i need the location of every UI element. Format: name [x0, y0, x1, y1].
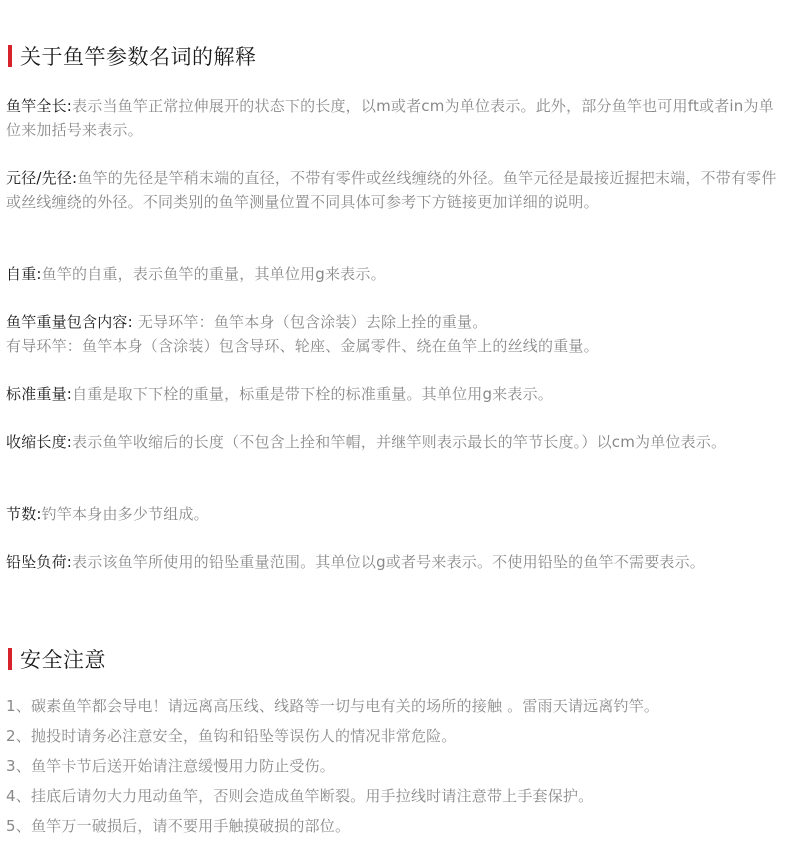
param-entry-total-length — [6, 94, 781, 142]
param-entry-weight — [6, 262, 781, 286]
param-desc-secondary: 有导环竿：鱼竿本身（含涂装）包含导环、轮座、金属零件、绕在鱼竿上的丝线的重量。 — [6, 337, 599, 355]
safety-item: 3、鱼竿卡节后送开始请注意缓慢用力防止受伤。 — [6, 757, 335, 775]
param-entry-sections — [6, 502, 781, 526]
section-heading-params — [8, 43, 257, 69]
heading-accent-bar — [8, 648, 12, 670]
param-term: 鱼竿全长: — [6, 97, 73, 115]
param-desc: 表示鱼竿收缩后的长度（不包含上拴和竿帽，并继竿则表示最长的竿节长度。）以cm为单位表示。 — [72, 433, 727, 451]
param-desc: 鱼竿的自重，表示鱼竿的重量，其单位用g来表示。 — [41, 265, 386, 283]
section-heading-safety — [8, 646, 106, 672]
param-term: 鱼竿重量包含内容: — [6, 313, 133, 331]
param-entry-diameter — [6, 166, 781, 214]
param-desc: 无导环竿：鱼竿本身（包含涂装）去除上拴的重量。 — [132, 313, 488, 331]
heading-accent-bar — [8, 45, 12, 67]
safety-item: 2、抛投时请务必注意安全，鱼钩和铅坠等误伤人的情况非常危险。 — [6, 727, 457, 745]
section-title: 关于鱼竿参数名词的解释 — [20, 45, 257, 69]
param-term: 元径/先径: — [6, 169, 78, 187]
param-desc: 钓竿本身由多少节组成。 — [41, 505, 209, 523]
param-desc: 表示当鱼竿正常拉伸展开的状态下的长度，以m或者cm为单位表示。此外，部分鱼竿也可用ft或者in为单位来加括号来表示。 — [6, 97, 774, 139]
param-entry-closed-length — [6, 430, 781, 454]
param-term: 节数: — [6, 505, 42, 523]
section-title: 安全注意 — [20, 648, 106, 672]
safety-item: 5、鱼竿万一破损后，请不要用手触摸破损的部位。 — [6, 817, 351, 835]
param-entry-weight-content — [6, 310, 781, 358]
safety-item: 1、碳素鱼竿都会导电！请远离高压线、线路等一切与电有关的场所的接触 。雷雨天请远离钓竿。 — [6, 697, 660, 715]
param-term: 标准重量: — [6, 385, 73, 403]
safety-item: 4、挂底后请勿大力甩动鱼竿，否则会造成鱼竿断裂。用手拉线时请注意带上手套保护。 — [6, 787, 594, 805]
param-term: 收缩长度: — [6, 433, 73, 451]
param-desc: 自重是取下下栓的重量，标重是带下栓的标准重量。其单位用g来表示。 — [72, 385, 553, 403]
param-entry-lure-weight — [6, 550, 781, 574]
param-entry-standard-weight — [6, 382, 781, 406]
param-desc: 鱼竿的先径是竿稍末端的直径，不带有零件或丝线缠绕的外径。鱼竿元径是最接近握把末端，不带有零件或丝线缠绕的外径。不同类别的鱼竿测量位置不同具体可参考下方链接更加详细的说明。 — [6, 169, 777, 211]
param-term: 铅坠负荷: — [6, 553, 73, 571]
param-term: 自重: — [6, 265, 42, 283]
param-desc: 表示该鱼竿所使用的铅坠重量范围。其单位以g或者号来表示。不使用铅坠的鱼竿不需要表示。 — [72, 553, 705, 571]
